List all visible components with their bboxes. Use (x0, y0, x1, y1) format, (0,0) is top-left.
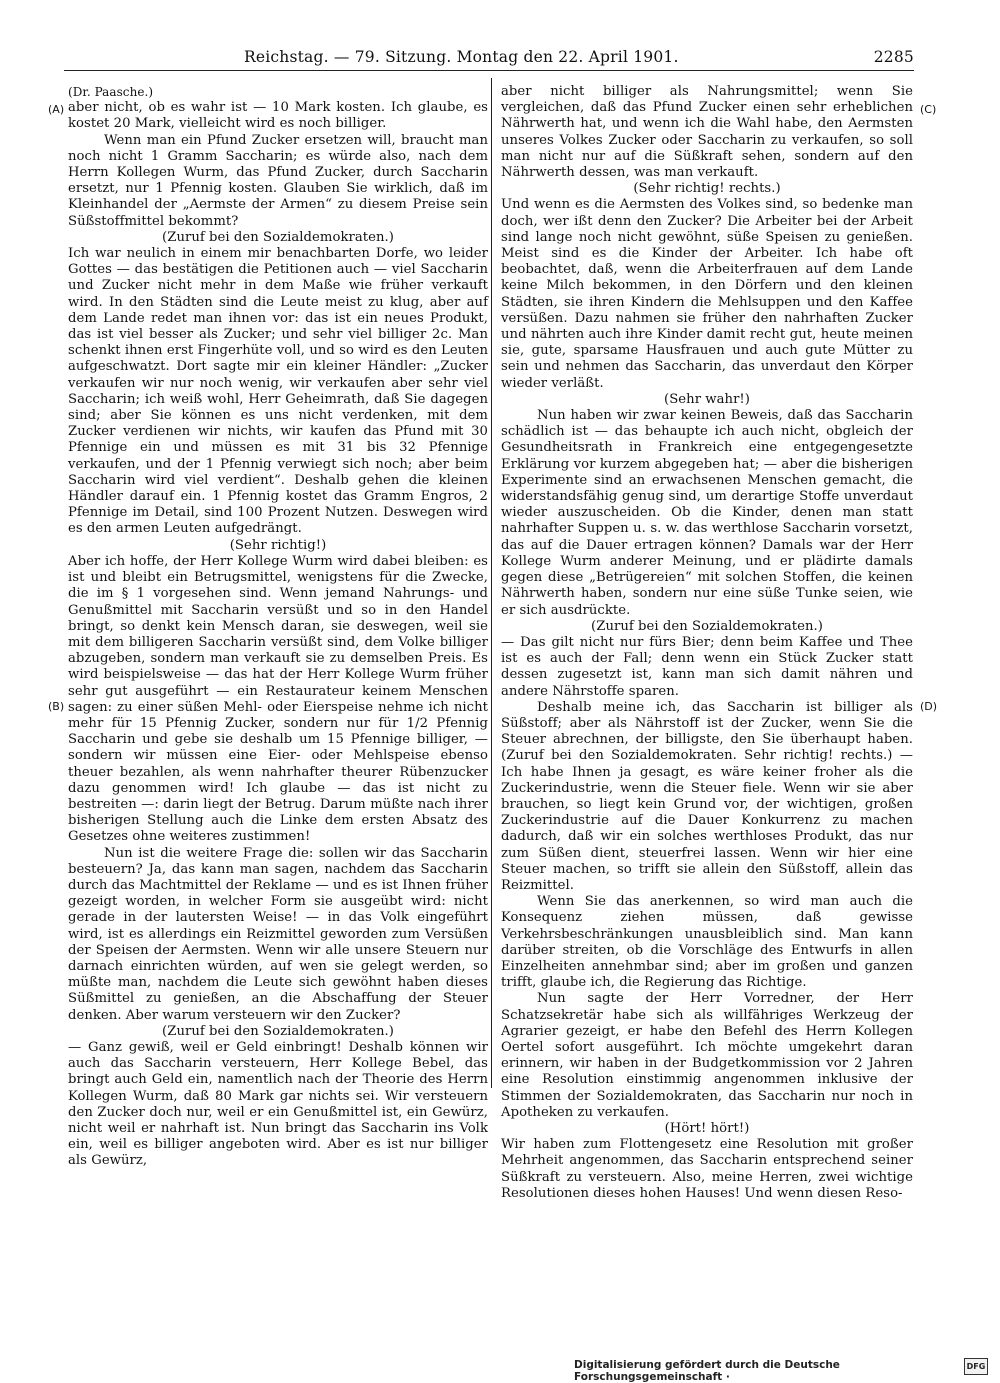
margin-marker-d: (D) (920, 700, 938, 713)
interjection: (Zuruf bei den Sozialdemokraten.) (162, 1023, 394, 1039)
interjection: (Sehr wahr!) (664, 391, 750, 407)
paragraph: Und wenn es die Aermsten des Volkes sind, so bedenke man doch, wer ißt denn den Zucker? Die Arbeiter bei der Arbeit sind lange noch nicht gewöhnt, süße Speisen zu genießen. Meist sind es die Kinder der Arbeiter. Ich habe oft beobachtet, daß, wenn die Arbeiterfrauen auf dem Lande keine Milch bekommen, in den Dörfern und den kleinen Städten, sie ihren Kindern die Mehlsuppen und den Kaffee versüßen. Dazu nahmen sie früher den nahrhaften Zucker und nährten auch ihre Kinder damit recht gut, heute meinen sie, gute, sparsame Hausfrauen und auch gute Mütter zu sein und nehmen das Saccharin, das unverdaut den Körper wieder verläßt. (501, 197, 913, 391)
footer (574, 1359, 988, 1383)
running-title: Reichstag. — 79. Sitzung. Montag den 22. April 1901. (244, 48, 679, 66)
right-column (501, 84, 913, 1202)
paragraph: Wenn Sie das anerkennen, so wird man auch die Konsequenz ziehen müssen, daß gewisse Verkehrsbeschränkungen unausbleiblich sind. Man kann darüber streiten, ob die Vorschläge des Entwurfs in allen Einzelheiten annehmbar sind; aber im großen und ganzen trifft, glaube ich, die Regierung das Richtige. (501, 894, 913, 991)
interjection: (Zuruf bei den Sozialdemokraten.) (591, 618, 823, 634)
column-divider (491, 78, 492, 1088)
left-column (68, 84, 488, 1170)
paragraph: — Ganz gewiß, weil er Geld einbringt! Deshalb können wir auch das Saccharin versteuern, Herr Kollege Bebel, das bringt auch Geld ein, namentlich nach der Theorie des Herrn Kollegen Wurm, daß 80 Mark gar nichts sei. Wir versteuern den Zucker doch nur, weil er ein Genußmittel ist, ein Gewürz, nicht weil er nahrhaft ist. Nun bringt das Saccharin ins Volk ein, weil es billiger angeboten wird. Aber es ist nur billiger als Gewürz, (68, 1039, 488, 1169)
margin-marker-c: (C) (920, 103, 937, 116)
margin-marker-a: (A) (48, 103, 65, 116)
interjection: (Zuruf bei den Sozialdemokraten.) (162, 229, 394, 245)
paragraph: aber nicht, ob es wahr ist — 10 Mark kosten. Ich glaube, es kostet 20 Mark, vielleicht wird es noch billiger. (68, 100, 488, 132)
interjection: (Sehr richtig! rechts.) (633, 181, 781, 197)
interjection: (Sehr richtig!) (229, 537, 327, 553)
paragraph: Ich war neulich in einem mir benachbarten Dorfe, wo leider Gottes — das bestätigen die Petitionen auch — viel Saccharin und Zucker nicht mehr in dem Maße wie früher verkauft wird. In den Städten sind die Leute meist zu klug, aber auf dem Lande redet man ihnen vor: das ist ein neues Produkt, das ist viel besser als Zucker; und sehr viel billiger 2c. Man schenkt ihnen erst Fingerhüte voll, und so wird es den Leuten aufgeschwatzt. Dort sagte mir ein kleiner Händler: „Zucker verkaufen wir nur noch wenig, wir verkaufen aber sehr viel Saccharin; ich weiß wohl, Herr Geheimrath, daß Sie dagegen sind; aber Sie können es uns nicht verdenken, mit dem Zucker verdienen wir nichts, wir kaufen das Pfund mit 30 Pfennige ein und müssen es mit 31 bis 32 Pfennige verkaufen, und der 1 Pfennig verwiegt sich noch; aber beim Saccharin wird viel verdient“. Deshalb gehen die kleinen Händler darauf ein. 1 Pfennig kostet das Gramm Engros, 2 Pfennige im Detail, sind 100 Prozent Nutzen. Deswegen wird es den armen Leuten aufgedrängt. (68, 246, 488, 537)
page-header (64, 44, 914, 71)
paragraph: Wir haben zum Flottengesetz eine Resolution mit großer Mehrheit angenommen, das Saccharin entsprechend seiner Süßkraft zu versteuern. Also, meine Herren, zwei wichtige Resolutionen dieses hohen Hauses! Und wenn diesen Reso- (501, 1137, 913, 1201)
paragraph: Wenn man ein Pfund Zucker ersetzen will, braucht man noch nicht 1 Gramm Saccharin; es würde also, nach dem Herrn Kollegen Wurm, das Pfund Zucker, durch Saccharin ersetzt, nur 1 Pfennig kosten. Glauben Sie wirklich, daß im Kleinhandel der „Aermste der Armen“ zu diesem Preise sein Süßstoffmittel bekommt? (68, 132, 488, 229)
paragraph: Nun sagte der Herr Vorredner, der Herr Schatzsekretär habe sich als willfähriges Werkzeug der Agrarier gezeigt, er habe den Befehl des Herrn Kollegen Oertel sofort ausgeführt. Ich möchte umgekehrt daran erinnern, wir haben in der Budgetkommission vor 2 Jahren eine Resolution einstimmig angenommen inklusive der Stimmen der Sozialdemokraten, das Saccharin nur noch in Apotheken zu verkaufen. (501, 991, 913, 1120)
paragraph: Deshalb meine ich, das Saccharin ist billiger als Süßstoff; aber als Nährstoff ist der Zucker, wenn Sie die Steuer abrechnen, der billigste, den Sie überhaupt haben. (Zuruf bei den Sozialdemokraten. Sehr richtig! rechts.) — Ich habe Ihnen ja gesagt, es wäre keiner froher als die Zuckerindustrie, wenn die Steuer fiele. Wenn wir sie aber brauchen, so liegt kein Grund vor, der wichtigen, großen Zuckerindustrie auf die Dauer Konkurrenz zu machen dadurch, daß wir ein solches werthloses Produkt, das nur zum Süßen dient, steuerfrei lassen. Wenn wir hier eine Steuer machen, so trifft sie allein den Süßstoff, allein das Reizmittel. (501, 699, 913, 893)
page-number: 2285 (873, 48, 914, 66)
margin-marker-b: (B) (48, 700, 65, 713)
paragraph: — Das gilt nicht nur fürs Bier; denn beim Kaffee und Thee ist es auch der Fall; denn wenn ein Stück Zucker statt dessen zugesetzt ist, kann man sich damit nähren und andere Nährstoffe sparen. (501, 634, 913, 699)
footer-credit: Digitalisierung gefördert durch die Deutsche Forschungsgemeinschaft · (574, 1359, 840, 1383)
interjection: (Hört! hört!) (664, 1121, 750, 1136)
paragraph: Nun ist die weitere Frage die: sollen wir das Saccharin besteuern? Ja, das kann man sagen, nachdem das Saccharin durch das Machtmittel der Reklame — und es ist Ihnen früher gezeigt worden, in welcher Form sie ausgeübt wird: nicht gerade in der lautersten Weise! — in das Volk eingeführt wird, ist es allerdings ein Reizmittel geworden zum Versüßen der Speisen der Aermsten. Wenn wir alle unsere Steuern nur darnach einrichten würden, auf wen sie gelegt werden, so müßte man, nachdem die Leute sich gewöhnt haben dieses Süßmittel zu genießen, an die Abschaffung der Steuer denken. Aber warum versteuern wir den Zucker? (68, 845, 488, 1023)
speaker-label: (Dr. Paasche.) (68, 85, 154, 99)
dfg-logo: DFG (964, 1358, 988, 1375)
paragraph: aber nicht billiger als Nahrungsmittel; wenn Sie vergleichen, daß das Pfund Zucker einen sehr erheblichen Nährwerth hat, und wenn ich die Wahl habe, den Aermsten unseres Volkes Zucker oder Saccharin zu verkaufen, so soll man nicht nur auf die Süßkraft sehen, sondern auf den Nährwerth dessen, was man verkauft. (501, 84, 913, 181)
paragraph: Aber ich hoffe, der Herr Kollege Wurm wird dabei bleiben: es ist und bleibt ein Betrugsmittel, wenigstens für die Zwecke, die im § 1 vorgesehen sind. Wenn jemand Nahrungs- und Genußmittel mit Saccharin versüßt und so in den Handel bringt, so denkt kein Mensch daran, sie deswegen, weil sie mit dem billigeren Saccharin versüßt sind, dem Volke billiger abzugeben, sondern man verkauft sie zu demselben Preis. Es wird beispielsweise — das hat der Herr Kollege Wurm früher sehr gut ausgeführt — ein Restaurateur keinem Menschen sagen: zu einer süßen Mehl- oder Eierspeise nehme ich nicht mehr für 15 Pfennig Zucker, sondern nur für 1/2 Pfennig Saccharin und gebe sie deshalb um 15 Pfennige billiger, — sondern wir müssen eine Eier- oder Mehlspeise ebenso theuer bezahlen, als wenn nahrhafter theurer Rübenzucker dazu genommen wird! Ich glaube — das ist nicht zu bestreiten —: darin liegt der Betrug. Darum müßte nach ihrer bisherigen Stellung auch die Linke dem ersten Absatz des Gesetzes ohne weiteres zustimmen! (68, 553, 488, 845)
paragraph: Nun haben wir zwar keinen Beweis, daß das Saccharin schädlich ist — das behaupte ich auch nicht, obgleich der Gesundheitsrath in Frankreich eine entgegengesetzte Erklärung vor kurzem abgegeben hat; — aber die bisherigen Experimente sind an erwachsenen Menschen gemacht, die widerstandsfähig genug sind, um derartige Stoffe unverdaut wieder auszuscheiden. Ob die Kinder, denen man statt nahrhafter Suppen u. s. w. das werthlose Saccharin vorsetzt, das auf die Dauer ertragen können? Damals war der Herr Kollege Wurm anderer Meinung, und er plädirte damals gegen diese „Betrügereien“ mit solchen Stoffen, die keinen Nährwerth haben, sondern nur eine süße Tunke seien, wie er sich ausdrückte. (501, 408, 913, 618)
